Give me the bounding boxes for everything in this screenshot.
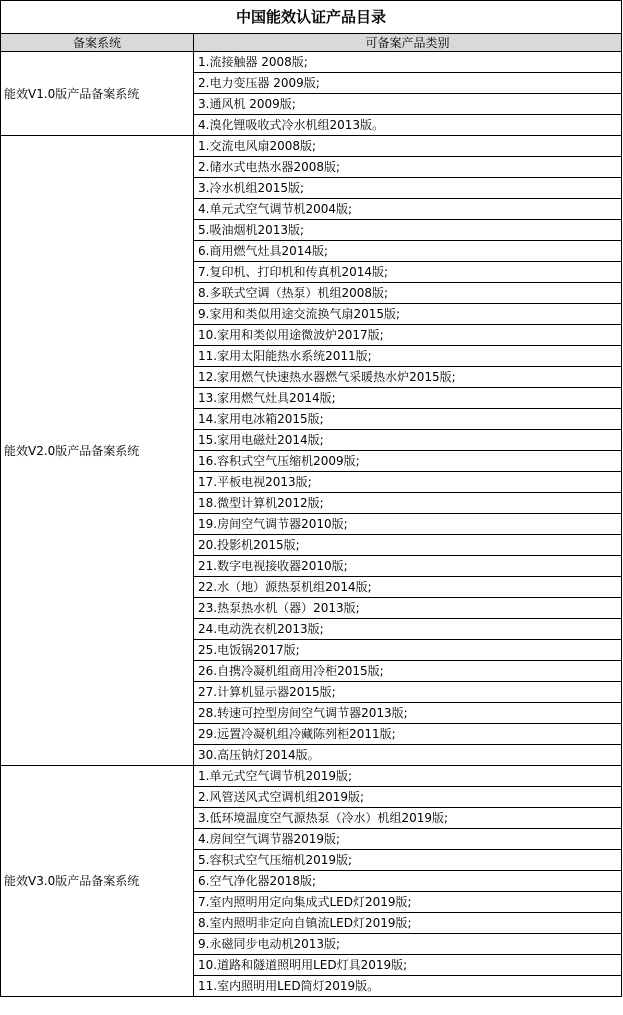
product-item-cell: 24.电动洗衣机2013版; — [194, 619, 622, 640]
product-item-cell: 4.溴化锂吸收式冷水机组2013版。 — [194, 115, 622, 136]
product-item-cell: 13.家用燃气灶具2014版; — [194, 388, 622, 409]
product-item-cell: 14.家用电冰箱2015版; — [194, 409, 622, 430]
product-item-cell: 8.多联式空调（热泵）机组2008版; — [194, 283, 622, 304]
product-item-cell: 4.单元式空气调节机2004版; — [194, 199, 622, 220]
title-row — [1, 1, 622, 34]
product-item-cell: 9.家用和类似用途交流换气扇2015版; — [194, 304, 622, 325]
product-item-cell: 6.商用燃气灶具2014版; — [194, 241, 622, 262]
product-item-cell: 3.冷水机组2015版; — [194, 178, 622, 199]
product-item-cell: 25.电饭锅2017版; — [194, 640, 622, 661]
product-item-cell: 3.通风机 2009版; — [194, 94, 622, 115]
header-products: 可备案产品类别 — [194, 34, 622, 52]
product-item-cell: 2.储水式电热水器2008版; — [194, 157, 622, 178]
product-item-cell: 1.流接触器 2008版; — [194, 52, 622, 73]
product-item-cell: 4.房间空气调节器2019版; — [194, 829, 622, 850]
table-body — [1, 52, 622, 997]
header-row — [1, 34, 622, 52]
product-item-cell: 22.水（地）源热泵机组2014版; — [194, 577, 622, 598]
product-item-cell: 10.家用和类似用途微波炉2017版; — [194, 325, 622, 346]
system-name-cell: 能效V2.0版产品备案系统 — [1, 136, 194, 766]
product-item-cell: 15.家用电磁灶2014版; — [194, 430, 622, 451]
product-item-cell: 5.吸油烟机2013版; — [194, 220, 622, 241]
table-row — [1, 136, 622, 157]
product-item-cell: 10.道路和隧道照明用LED灯具2019版; — [194, 955, 622, 976]
product-item-cell: 3.低环境温度空气源热泵（冷水）机组2019版; — [194, 808, 622, 829]
product-item-cell: 17.平板电视2013版; — [194, 472, 622, 493]
product-item-cell: 1.交流电风扇2008版; — [194, 136, 622, 157]
product-item-cell: 12.家用燃气快速热水器燃气采暖热水炉2015版; — [194, 367, 622, 388]
header-system: 备案系统 — [1, 34, 194, 52]
product-item-cell: 27.计算机显示器2015版; — [194, 682, 622, 703]
product-item-cell: 30.高压钠灯2014版。 — [194, 745, 622, 766]
product-item-cell: 18.微型计算机2012版; — [194, 493, 622, 514]
product-item-cell: 11.室内照明用LED筒灯2019版。 — [194, 976, 622, 997]
product-item-cell: 11.家用太阳能热水系统2011版; — [194, 346, 622, 367]
product-item-cell: 6.空气净化器2018版; — [194, 871, 622, 892]
product-item-cell: 9.永磁同步电动机2013版; — [194, 934, 622, 955]
table-title: 中国能效认证产品目录 — [1, 1, 622, 34]
product-item-cell: 23.热泵热水机（器）2013版; — [194, 598, 622, 619]
product-item-cell: 29.远置冷凝机组冷藏陈列柜2011版; — [194, 724, 622, 745]
product-item-cell: 20.投影机2015版; — [194, 535, 622, 556]
system-name-cell: 能效V1.0版产品备案系统 — [1, 52, 194, 136]
product-item-cell: 16.容积式空气压缩机2009版; — [194, 451, 622, 472]
product-item-cell: 2.电力变压器 2009版; — [194, 73, 622, 94]
product-item-cell: 1.单元式空气调节机2019版; — [194, 766, 622, 787]
table-row — [1, 766, 622, 787]
product-item-cell: 2.风管送风式空调机组2019版; — [194, 787, 622, 808]
product-item-cell: 26.自携冷凝机组商用冷柜2015版; — [194, 661, 622, 682]
product-item-cell: 28.转速可控型房间空气调节器2013版; — [194, 703, 622, 724]
product-item-cell: 5.容积式空气压缩机2019版; — [194, 850, 622, 871]
product-item-cell: 8.室内照明非定向自镇流LED灯2019版; — [194, 913, 622, 934]
product-item-cell: 19.房间空气调节器2010版; — [194, 514, 622, 535]
product-item-cell: 21.数字电视接收器2010版; — [194, 556, 622, 577]
product-item-cell: 7.复印机、打印机和传真机2014版; — [194, 262, 622, 283]
table-row — [1, 52, 622, 73]
product-item-cell: 7.室内照明用定向集成式LED灯2019版; — [194, 892, 622, 913]
system-name-cell: 能效V3.0版产品备案系统 — [1, 766, 194, 997]
